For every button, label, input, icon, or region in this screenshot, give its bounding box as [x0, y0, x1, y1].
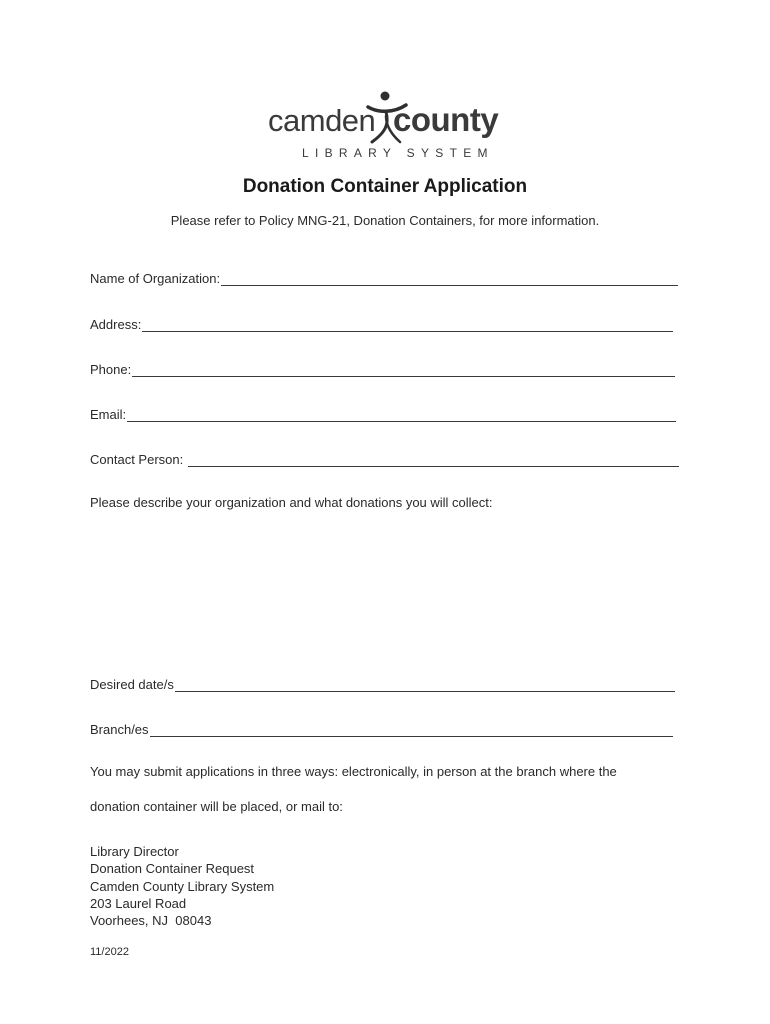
branches-field[interactable]	[90, 719, 673, 737]
logo-word-camden: camden	[268, 103, 376, 138]
submission-info-line-2: donation container will be placed, or mail to:	[90, 799, 343, 814]
email-input-line[interactable]	[127, 408, 676, 422]
mailing-address	[90, 843, 274, 929]
contact-person-input-line[interactable]	[188, 453, 679, 467]
phone-label: Phone:	[90, 362, 132, 377]
email-label: Email:	[90, 407, 127, 422]
contact-person-field[interactable]	[90, 449, 679, 467]
contact-person-label: Contact Person:	[90, 452, 187, 467]
branches-input-line[interactable]	[150, 723, 673, 737]
phone-input-line[interactable]	[132, 363, 675, 377]
desired-dates-input-line[interactable]	[175, 678, 675, 692]
revision-date: 11/2022	[90, 946, 129, 958]
address-line: Voorhees, NJ 08043	[90, 913, 212, 929]
logo-tagline: LIBRARY SYSTEM	[302, 146, 494, 160]
submission-info-line-1: You may submit applications in three ways: electronically, in person at the branch where the	[90, 764, 617, 779]
address-label: Address:	[90, 317, 142, 332]
branches-label: Branch/es	[90, 722, 149, 737]
description-prompt: Please describe your organization and what donations you will collect:	[90, 495, 493, 510]
page-title: Donation Container Application	[242, 176, 528, 197]
address-line: 203 Laurel Road	[90, 895, 187, 911]
desired-dates-label: Desired date/s	[90, 677, 174, 692]
organization-label: Name of Organization:	[90, 271, 221, 286]
phone-field[interactable]	[90, 359, 675, 377]
address-line: Library Director	[90, 844, 179, 859]
address-input-line[interactable]	[142, 318, 673, 332]
address-line: Donation Container Request	[90, 861, 255, 877]
organization-input-line[interactable]	[221, 272, 678, 286]
address-field[interactable]	[90, 314, 673, 332]
library-logo	[262, 88, 510, 166]
desired-dates-field[interactable]	[90, 674, 675, 692]
address-line: Camden County Library System	[90, 878, 275, 894]
email-field[interactable]	[90, 404, 676, 422]
organization-field[interactable]	[90, 268, 678, 286]
logo-word-county: county	[393, 101, 499, 138]
policy-reference: Please refer to Policy MNG-21, Donation Containers, for more information.	[170, 213, 600, 228]
